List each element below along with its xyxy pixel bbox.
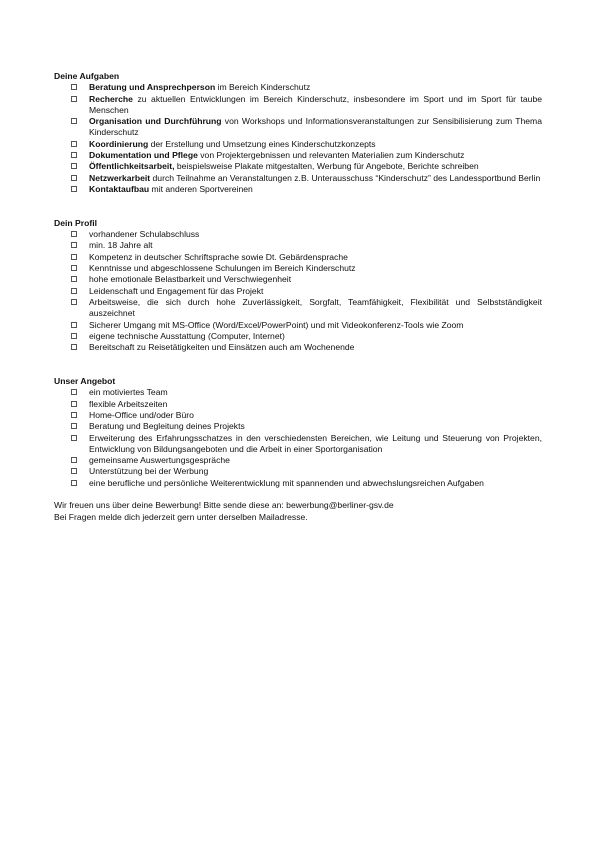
- item-text: Home-Office und/oder Büro: [89, 409, 194, 420]
- item-bold-text: Öffentlichkeitsarbeit,: [89, 161, 175, 172]
- item-text: von Projektergebnissen und relevanten Materialien zum Kinderschutz: [197, 150, 465, 161]
- list-item: [54, 274, 542, 285]
- item-text: ein motiviertes Team: [89, 387, 168, 398]
- checkbox-bullet-icon: [71, 242, 77, 248]
- item-bold-text: Recherche: [89, 93, 133, 104]
- item-bold-text: Kontaktaufbau: [89, 183, 150, 194]
- checkbox-bullet-icon: [71, 141, 77, 147]
- list-item: [54, 263, 542, 274]
- bullet-list: [54, 387, 542, 489]
- list-item: [54, 94, 542, 117]
- item-text: hohe emotionale Belastbarkeit und Verschwiegenheit: [89, 274, 292, 285]
- checkbox-bullet-icon: [71, 276, 77, 282]
- section-profil: [54, 218, 542, 354]
- list-item: [54, 421, 542, 432]
- list-item: [54, 399, 542, 410]
- list-item: [54, 82, 542, 93]
- list-item: [54, 433, 542, 456]
- checkbox-bullet-icon: [71, 333, 77, 339]
- section-angebot: [54, 376, 542, 489]
- item-bold-text: Dokumentation und Pflege: [89, 150, 198, 161]
- checkbox-bullet-icon: [71, 96, 77, 102]
- item-text: Beratung und Begleitung deines Projekts: [89, 421, 245, 432]
- bullet-list: [54, 229, 542, 353]
- checkbox-bullet-icon: [71, 231, 77, 237]
- item-bold-text: Beratung und Ansprechperson: [89, 82, 216, 93]
- list-item: [54, 286, 542, 297]
- list-item: [54, 240, 542, 251]
- checkbox-bullet-icon: [71, 322, 77, 328]
- list-item: [54, 331, 542, 342]
- item-bold-text: Netzwerkarbeit: [89, 172, 151, 183]
- checkbox-bullet-icon: [71, 265, 77, 271]
- item-text: der Erstellung und Umsetzung eines Kinderschutzkonzepts: [148, 138, 376, 149]
- list-item: [54, 116, 542, 139]
- list-item: [54, 229, 542, 240]
- closing-line-questions: Bei Fragen melde dich jederzeit gern unter derselben Mailadresse.: [54, 511, 308, 522]
- checkbox-bullet-icon: [71, 468, 77, 474]
- item-text: eigene technische Ausstattung (Computer, Internet): [89, 330, 285, 341]
- item-text: gemeinsame Auswertungsgespräche: [89, 455, 230, 466]
- checkbox-bullet-icon: [71, 254, 77, 260]
- item-bold-text: Koordinierung: [89, 138, 149, 149]
- list-item: [54, 466, 542, 477]
- checkbox-bullet-icon: [71, 389, 77, 395]
- list-item: [54, 297, 542, 320]
- list-item: [54, 252, 542, 263]
- item-text: eine berufliche und persönliche Weiterentwicklung mit spannenden und abwechslungsreichen Aufgaben: [89, 477, 484, 488]
- section-heading: Unser Angebot: [54, 376, 116, 387]
- item-text: Arbeitsweise, die sich durch hohe Zuverlässigkeit, Sorgfalt, Teamfähigkeit, Flexibilität und Selbstständigkeit auszeichnet: [89, 296, 542, 319]
- checkbox-bullet-icon: [71, 186, 77, 192]
- list-item: [54, 410, 542, 421]
- item-text: flexible Arbeitszeiten: [89, 398, 168, 409]
- checkbox-bullet-icon: [71, 288, 77, 294]
- list-item: [54, 161, 542, 172]
- list-item: [54, 184, 542, 195]
- checkbox-bullet-icon: [71, 84, 77, 90]
- checkbox-bullet-icon: [71, 412, 77, 418]
- item-text: Kompetenz in deutscher Schriftsprache sowie Dt. Gebärdensprache: [89, 251, 348, 262]
- document-body: [54, 71, 542, 523]
- closing-line-application: Wir freuen uns über deine Bewerbung! Bitte sende diese an: bewerbung@berliner-gsv.de: [54, 500, 394, 511]
- list-item: [54, 478, 542, 489]
- checkbox-bullet-icon: [71, 118, 77, 124]
- item-text: durch Teilnahme an Veranstaltungen z.B. Unterausschuss “Kinderschutz” des Landessportbund Berlin: [150, 172, 541, 183]
- bullet-list: [54, 82, 542, 195]
- checkbox-bullet-icon: [71, 344, 77, 350]
- list-item: [54, 455, 542, 466]
- item-text: Bereitschaft zu Reisetätigkeiten und Einsätzen auch am Wochenende: [89, 342, 355, 353]
- checkbox-bullet-icon: [71, 175, 77, 181]
- item-text: vorhandener Schulabschluss: [89, 229, 200, 240]
- item-text: zu aktuellen Entwicklungen im Bereich Kinderschutz, insbesondere im Sport und im Sport für taube Menschen: [89, 93, 542, 115]
- list-item: [54, 150, 542, 161]
- section-aufgaben: [54, 71, 542, 195]
- closing-paragraph: [54, 500, 542, 523]
- item-text: beispielsweise Plakate mitgestalten, Werbung für Angebote, Berichte schreiben: [174, 161, 479, 172]
- item-bold-text: Organisation und Durchführung: [89, 116, 222, 127]
- section-spacer: [54, 195, 542, 218]
- checkbox-bullet-icon: [71, 457, 77, 463]
- checkbox-bullet-icon: [71, 163, 77, 169]
- list-item: [54, 173, 542, 184]
- item-text: im Bereich Kinderschutz: [215, 82, 311, 93]
- item-text: von Workshops und Informationsveranstaltungen zur Sensibilisierung zum Thema Kinderschutz: [89, 116, 542, 138]
- list-item: [54, 387, 542, 398]
- list-item: [54, 139, 542, 150]
- item-text: mit anderen Sportvereinen: [149, 183, 253, 194]
- section-spacer: [54, 353, 542, 376]
- item-text: Sicherer Umgang mit MS-Office (Word/Excel/PowerPoint) und mit Videokonferenz-Tools wie Zoom: [89, 319, 464, 330]
- checkbox-bullet-icon: [71, 435, 77, 441]
- item-text: Unterstützung bei der Werbung: [89, 466, 209, 477]
- item-text: Erweiterung des Erfahrungsschatzes in den verschiedensten Bereichen, wie Leitung und Steuerung von Projekten, Entwicklung von Bildungsangeboten und die Arbeit in einer Sportorganisation: [89, 432, 542, 454]
- checkbox-bullet-icon: [71, 152, 77, 158]
- section-heading: Deine Aufgaben: [54, 71, 120, 81]
- checkbox-bullet-icon: [71, 401, 77, 407]
- checkbox-bullet-icon: [71, 480, 77, 486]
- item-text: min. 18 Jahre alt: [89, 240, 153, 251]
- section-heading: Dein Profil: [54, 217, 97, 228]
- list-item: [54, 342, 542, 353]
- checkbox-bullet-icon: [71, 299, 77, 305]
- item-text: Leidenschaft und Engagement für das Projekt: [89, 285, 264, 296]
- checkbox-bullet-icon: [71, 423, 77, 429]
- list-item: [54, 320, 542, 331]
- item-text: Kenntnisse und abgeschlossene Schulungen im Bereich Kinderschutz: [89, 263, 356, 274]
